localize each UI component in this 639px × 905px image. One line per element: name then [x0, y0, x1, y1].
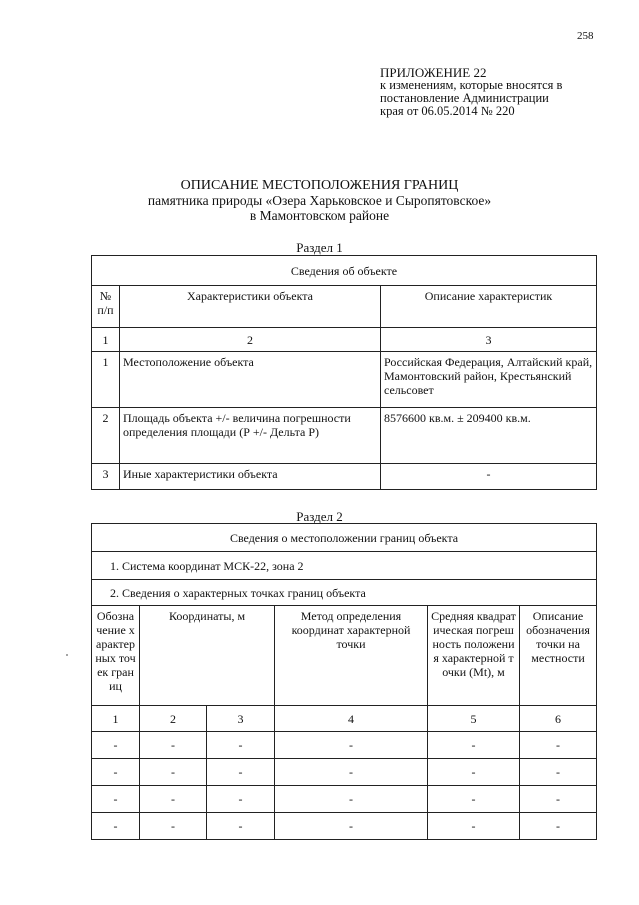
coord-system: 1. Система координат МСК-22, зона 2: [92, 552, 597, 580]
points-caption: 2. Сведения о характерных точках границ объекта: [92, 580, 597, 606]
cell-x: -: [140, 759, 207, 786]
cell-description: -: [520, 759, 597, 786]
cell-description: -: [520, 732, 597, 759]
cell-description: -: [520, 813, 597, 840]
appendix-block: [380, 66, 562, 118]
cell-x: -: [140, 813, 207, 840]
colnum-2: 2: [120, 328, 381, 352]
table-row: [92, 759, 597, 786]
cell-designation: -: [92, 786, 140, 813]
table-row: [92, 786, 597, 813]
table-row: [92, 352, 597, 408]
cell-method: -: [275, 759, 428, 786]
header-designation: Обозначение характерных точек границ: [92, 606, 140, 706]
cell-accuracy: -: [428, 732, 520, 759]
header-characteristics: Характеристики объекта: [120, 286, 381, 328]
colnum-1: 1: [92, 706, 140, 732]
colnum-3: 3: [207, 706, 275, 732]
colnum-6: 6: [520, 706, 597, 732]
cell-y: -: [207, 813, 275, 840]
colnum-1: 1: [92, 328, 120, 352]
cell-method: -: [275, 813, 428, 840]
document-title-line-2: памятника природы «Озера Харьковское и Сыропятовское»: [147, 193, 492, 208]
row-value: 8576600 кв.м. ± 209400 кв.м.: [381, 408, 597, 464]
row-name: Иные характеристики объекта: [120, 464, 381, 490]
cell-y: -: [207, 786, 275, 813]
cell-designation: -: [92, 732, 140, 759]
scan-speck: [66, 654, 68, 656]
row-number: 1: [92, 352, 120, 408]
section1-label: Раздел 1: [296, 240, 343, 255]
cell-method: -: [275, 732, 428, 759]
header-method: Метод определения координат характерной точки: [275, 606, 428, 706]
section1-caption: Сведения об объекте: [92, 256, 597, 286]
section2-caption: Сведения о местоположении границ объекта: [92, 524, 597, 552]
cell-designation: -: [92, 759, 140, 786]
appendix-title: ПРИЛОЖЕНИЕ 22: [380, 65, 487, 80]
document-title-line-3: в Мамонтовском районе: [249, 208, 390, 223]
header-description: Описание характеристик: [381, 286, 597, 328]
cell-x: -: [140, 732, 207, 759]
header-number: № п/п: [92, 286, 120, 328]
page-number: 258: [577, 30, 594, 42]
cell-y: -: [207, 759, 275, 786]
row-name: Площадь объекта +/- величина погрешности определения площади (Р +/- Дельта Р): [120, 408, 381, 464]
header-accuracy: Средняя квадратическая погрешность положения характерной точки (Mt), м: [428, 606, 520, 706]
document-title-line-1: ОПИСАНИЕ МЕСТОПОЛОЖЕНИЯ ГРАНИЦ: [180, 178, 459, 193]
colnum-3: 3: [381, 328, 597, 352]
cell-description: -: [520, 786, 597, 813]
cell-designation: -: [92, 813, 140, 840]
colnum-2: 2: [140, 706, 207, 732]
cell-y: -: [207, 732, 275, 759]
cell-x: -: [140, 786, 207, 813]
table-row: [92, 464, 597, 490]
table-row: [92, 408, 597, 464]
cell-accuracy: -: [428, 786, 520, 813]
section2-table: [91, 523, 597, 840]
row-name: Местоположение объекта: [120, 352, 381, 408]
row-number: 3: [92, 464, 120, 490]
appendix-line-3: края от 06.05.2014 № 220: [380, 104, 515, 118]
table-row: [92, 813, 597, 840]
cell-accuracy: -: [428, 813, 520, 840]
cell-accuracy: -: [428, 759, 520, 786]
section2-label: Раздел 2: [296, 509, 343, 524]
cell-method: -: [275, 786, 428, 813]
header-point-description: Описание обозначения точки на местности: [520, 606, 597, 706]
row-value: Российская Федерация, Алтайский край, Мамонтовский район, Крестьянский сельсовет: [381, 352, 597, 408]
colnum-4: 4: [275, 706, 428, 732]
section1-table: [91, 255, 597, 490]
row-value: -: [381, 464, 597, 490]
row-number: 2: [92, 408, 120, 464]
table-row: [92, 732, 597, 759]
header-coordinates: Координаты, м: [140, 606, 275, 706]
colnum-5: 5: [428, 706, 520, 732]
appendix-line-2: постановление Администрации: [380, 91, 549, 105]
document-title: [0, 178, 639, 223]
appendix-line-1: к изменениям, которые вносятся в: [380, 78, 563, 92]
